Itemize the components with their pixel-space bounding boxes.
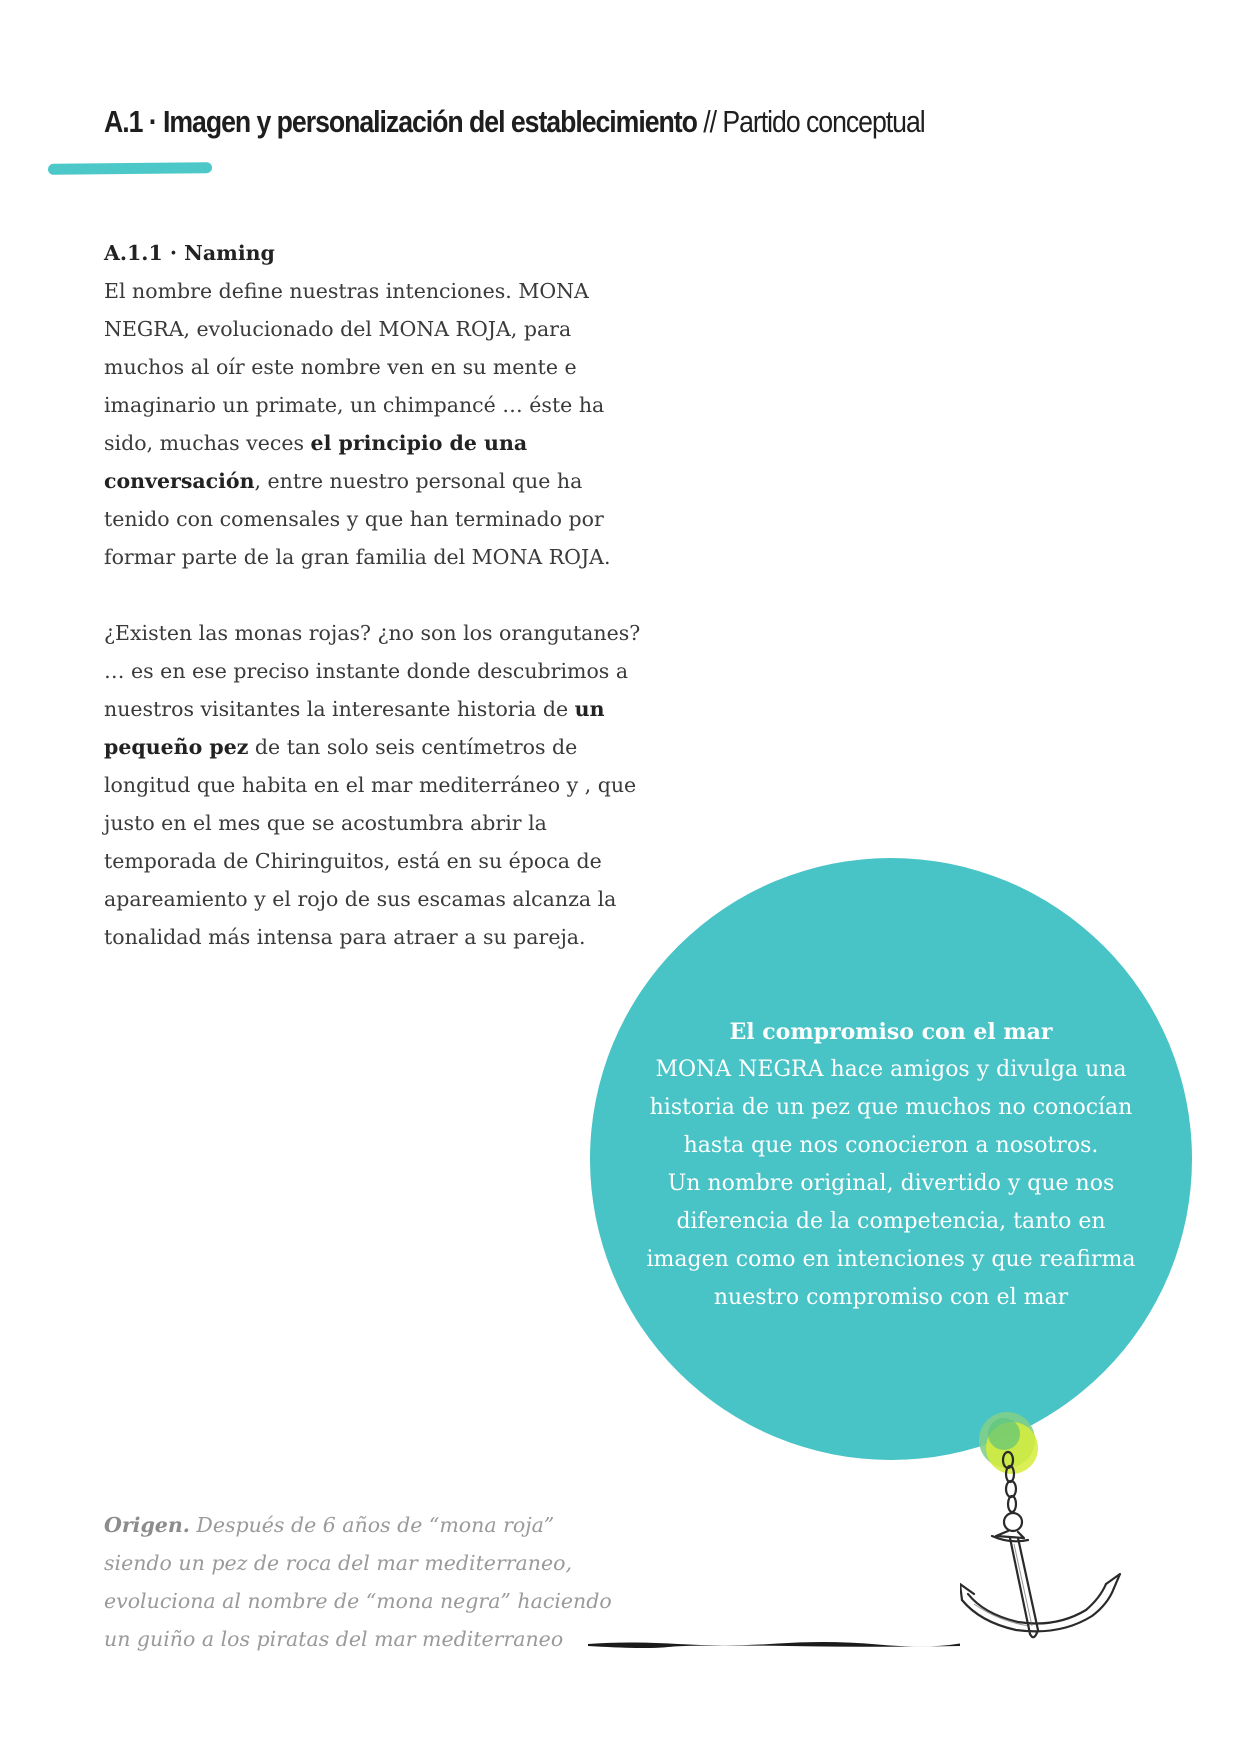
naming-heading: A.1.1 · Naming [104, 241, 275, 265]
naming-p2-text-b: de tan solo seis centímetros de longitud que habita en el mar mediterráneo y , que justo en el mes que se acostumbra abrir la temporada de Chiringuitos, está en su época de apareamiento y el rojo de sus escamas alcanza la tonalidad más intensa para atraer a su pareja. [104, 735, 637, 949]
page-title-sub: // Partido conceptual [696, 104, 925, 139]
origin-text: Después de 6 años de “mona roja” siendo un pez de roca del mar mediterraneo, evoluciona al nombre de “mona negra” haciendo un guiño a los piratas del mar mediterraneo [104, 1513, 612, 1651]
origin-label: Origen. [104, 1513, 190, 1537]
commitment-text [610, 1013, 1172, 1317]
naming-paragraph-1 [104, 272, 644, 576]
page-title-main: A.1 · Imagen y personalización del establecimiento [104, 104, 697, 139]
commitment-line: diferencia de la competencia, tanto en [676, 1209, 1106, 1234]
page-title [104, 104, 925, 140]
commitment-line: MONA NEGRA hace amigos y divulga una [655, 1057, 1127, 1082]
naming-p1-text-b: , entre nuestro personal que ha tenido con comensales y que han terminado por formar parte de la gran familia del MONA ROJA. [104, 469, 611, 569]
commitment-title: El compromiso con el mar [729, 1019, 1053, 1045]
commitment-line: hasta que nos conocieron a nosotros. [683, 1133, 1099, 1158]
commitment-line: historia de un pez que muchos no conocían [649, 1095, 1133, 1120]
naming-p1-text-a: El nombre define nuestras intenciones. MONA NEGRA, evolucionado del MONA ROJA, para muchos al oír este nombre ven en su mente e imaginario un primate, un chimpancé … éste ha sido, muchas veces [104, 279, 605, 455]
naming-section [104, 234, 644, 956]
naming-p2-text-a: ¿Existen las monas rojas? ¿no son los orangutanes? … es en ese preciso instante donde descubrimos a nuestros visitantes la interesante historia de [104, 621, 641, 721]
commitment-line: imagen como en intenciones y que reafirma [646, 1247, 1136, 1272]
anchor-icon [960, 1398, 1130, 1648]
commitment-line: nuestro compromiso con el mar [713, 1285, 1069, 1310]
title-accent-underline [48, 162, 212, 175]
ink-brush-line [588, 1640, 960, 1648]
naming-p2-emphasis: un pequeño pez [104, 697, 605, 759]
naming-p1-emphasis: el principio de una conversación [104, 431, 528, 493]
origin-note [104, 1506, 624, 1658]
commitment-line: Un nombre original, divertido y que nos [667, 1171, 1115, 1196]
naming-paragraph-2 [104, 614, 644, 956]
